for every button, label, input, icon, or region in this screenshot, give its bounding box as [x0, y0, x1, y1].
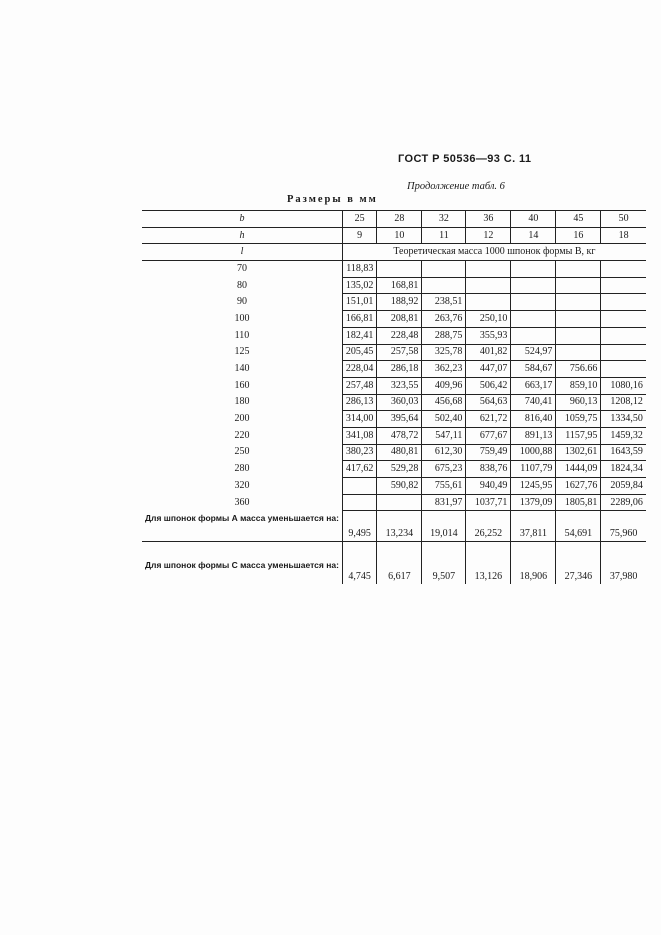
length-cell: 80 — [142, 277, 342, 294]
mass-cell: 447,07 — [466, 361, 511, 378]
mass-cell — [601, 277, 646, 294]
page-header: ГОСТ Р 50536—93 С. 11 — [398, 153, 532, 165]
mass-cell — [466, 261, 511, 278]
mass-cell: 663,17 — [511, 377, 556, 394]
mass-cell — [601, 311, 646, 328]
mass-cell — [511, 327, 556, 344]
mass-cell: 612,30 — [422, 444, 466, 461]
length-cell: 90 — [142, 294, 342, 311]
mass-cell — [556, 277, 601, 294]
table-row — [142, 294, 646, 311]
mass-cell: 740,41 — [511, 394, 556, 411]
table-row — [142, 461, 646, 478]
mass-cell: 1459,32 — [601, 427, 646, 444]
b-cell: 36 — [466, 211, 511, 228]
h-cell: 9 — [342, 227, 377, 244]
form-c-row — [142, 541, 646, 584]
mass-cell: 257,58 — [377, 344, 422, 361]
length-cell: 70 — [142, 261, 342, 278]
h-label: h — [142, 227, 342, 244]
mass-cell: 325,78 — [422, 344, 466, 361]
table-row — [142, 277, 646, 294]
mass-cell — [511, 294, 556, 311]
reduction-value: 19,014 — [422, 511, 466, 542]
mass-cell: 838,76 — [466, 461, 511, 478]
mass-cell: 250,10 — [466, 311, 511, 328]
b-label: b — [142, 211, 342, 228]
reduction-value: 13,126 — [466, 541, 511, 584]
mass-cell: 286,18 — [377, 361, 422, 378]
mass-cell: 208,81 — [377, 311, 422, 328]
mass-cell: 564,63 — [466, 394, 511, 411]
mass-cell: 417,62 — [342, 461, 377, 478]
mass-cell — [601, 344, 646, 361]
mass-cell — [342, 478, 377, 495]
reduction-value: 9,495 — [342, 511, 377, 542]
table-row — [142, 394, 646, 411]
reduction-value: 37,811 — [511, 511, 556, 542]
b-cell: 50 — [601, 211, 646, 228]
mass-cell: 529,28 — [377, 461, 422, 478]
h-cell: 14 — [511, 227, 556, 244]
mass-cell: 228,04 — [342, 361, 377, 378]
mass-cell: 1379,09 — [511, 494, 556, 511]
mass-cell: 1334,50 — [601, 411, 646, 428]
mass-cell — [377, 494, 422, 511]
mass-cell: 380,23 — [342, 444, 377, 461]
reduction-label: Для шпонок формы С масса уменьшается на: — [142, 541, 342, 584]
mass-cell: 182,41 — [342, 327, 377, 344]
mass-cell: 547,11 — [422, 427, 466, 444]
mass-cell: 286,13 — [342, 394, 377, 411]
mass-cell: 360,03 — [377, 394, 422, 411]
mass-cell: 480,81 — [377, 444, 422, 461]
mass-cell: 1824,34 — [601, 461, 646, 478]
table-row — [142, 361, 646, 378]
length-cell: 280 — [142, 461, 342, 478]
mass-cell: 1208,12 — [601, 394, 646, 411]
b-cell: 32 — [422, 211, 466, 228]
b-cell: 40 — [511, 211, 556, 228]
length-cell: 360 — [142, 494, 342, 511]
h-cell: 10 — [377, 227, 422, 244]
mass-cell — [511, 261, 556, 278]
length-cell: 100 — [142, 311, 342, 328]
mass-cell — [466, 294, 511, 311]
units-caption: Размеры в мм — [287, 194, 378, 205]
mass-cell: 756.66 — [556, 361, 601, 378]
mass-cell: 940,49 — [466, 478, 511, 495]
mass-cell: 205,45 — [342, 344, 377, 361]
mass-cell: 891,13 — [511, 427, 556, 444]
mass-cell: 506,42 — [466, 377, 511, 394]
h-cell: 12 — [466, 227, 511, 244]
length-cell: 220 — [142, 427, 342, 444]
mass-cell: 401,82 — [466, 344, 511, 361]
mass-cell — [511, 277, 556, 294]
mass-cell: 355,93 — [466, 327, 511, 344]
mass-cell — [601, 294, 646, 311]
reduction-value: 13,234 — [377, 511, 422, 542]
mass-cell: 1000,88 — [511, 444, 556, 461]
reduction-value: 4,745 — [342, 541, 377, 584]
mass-cell — [422, 277, 466, 294]
length-cell: 140 — [142, 361, 342, 378]
reduction-value: 26,252 — [466, 511, 511, 542]
b-cell: 28 — [377, 211, 422, 228]
mass-cell: 323,55 — [377, 377, 422, 394]
mass-cell: 118,83 — [342, 261, 377, 278]
mass-cell: 238,51 — [422, 294, 466, 311]
table-row — [142, 261, 646, 278]
mass-cell: 1157,95 — [556, 427, 601, 444]
length-cell: 180 — [142, 394, 342, 411]
mass-cell — [466, 277, 511, 294]
key-mass-table — [142, 210, 646, 584]
mass-cell: 263,76 — [422, 311, 466, 328]
mass-cell: 456,68 — [422, 394, 466, 411]
table-row — [142, 494, 646, 511]
mass-cell: 677,67 — [466, 427, 511, 444]
reduction-value: 37,980 — [609, 570, 638, 582]
mass-cell: 755,61 — [422, 478, 466, 495]
reduction-value: 54,691 — [556, 511, 601, 542]
b-cell: 25 — [342, 211, 377, 228]
reduction-value: 6,617 — [377, 541, 422, 584]
mass-cell — [601, 327, 646, 344]
h-cell: 18 — [601, 227, 646, 244]
mass-cell: 288,75 — [422, 327, 466, 344]
table-row — [142, 444, 646, 461]
mass-cell: 2289,06 — [601, 494, 646, 511]
l-label: l — [142, 244, 342, 261]
mass-cell: 590,82 — [377, 478, 422, 495]
mass-cell: 675,23 — [422, 461, 466, 478]
form-a-row — [142, 511, 646, 542]
table-continuation-caption: Продолжение табл. 6 — [407, 181, 505, 192]
table-row — [142, 411, 646, 428]
h-cell: 16 — [556, 227, 601, 244]
mass-cell: 816,40 — [511, 411, 556, 428]
length-cell: 200 — [142, 411, 342, 428]
table-row — [142, 478, 646, 495]
length-cell: 110 — [142, 327, 342, 344]
mass-cell: 759,49 — [466, 444, 511, 461]
reduction-value: 75,960 — [601, 511, 646, 542]
mass-cell — [556, 261, 601, 278]
mass-cell: 1059,75 — [556, 411, 601, 428]
length-cell: 250 — [142, 444, 342, 461]
caption-row — [142, 244, 646, 261]
table-row — [142, 327, 646, 344]
b-cell: 45 — [556, 211, 601, 228]
table-body — [142, 211, 646, 584]
mass-cell: 166,81 — [342, 311, 377, 328]
table-caption: Теоретическая масса 1000 шпонок формы В, кг — [342, 244, 646, 261]
reduction-value: 9,507 — [422, 541, 466, 584]
mass-cell: 1107,79 — [511, 461, 556, 478]
mass-cell: 1805,81 — [556, 494, 601, 511]
mass-cell: 621,72 — [466, 411, 511, 428]
length-cell: 320 — [142, 478, 342, 495]
mass-cell: 1643,59 — [601, 444, 646, 461]
table-row — [142, 311, 646, 328]
header-row-b — [142, 211, 646, 228]
header-row-h — [142, 227, 646, 244]
mass-cell: 831,97 — [422, 494, 466, 511]
mass-cell: 2059,84 — [601, 478, 646, 495]
length-cell: 160 — [142, 377, 342, 394]
mass-cell — [556, 311, 601, 328]
mass-cell: 395,64 — [377, 411, 422, 428]
reduction-value: 27,346 — [556, 541, 601, 584]
mass-cell: 1444,09 — [556, 461, 601, 478]
mass-cell: 151,01 — [342, 294, 377, 311]
reduction-value: 18,906 — [511, 541, 556, 584]
mass-cell — [601, 361, 646, 378]
mass-cell: 859,10 — [556, 377, 601, 394]
mass-cell: 341,08 — [342, 427, 377, 444]
length-cell: 125 — [142, 344, 342, 361]
mass-cell — [556, 344, 601, 361]
mass-cell: 362,23 — [422, 361, 466, 378]
mass-cell: 502,40 — [422, 411, 466, 428]
mass-cell: 257,48 — [342, 377, 377, 394]
mass-cell: 1302,61 — [556, 444, 601, 461]
mass-cell: 135,02 — [342, 277, 377, 294]
mass-cell — [422, 261, 466, 278]
mass-cell: 1245,95 — [511, 478, 556, 495]
reduction-label: Для шпонок формы А масса уменьшается на: — [142, 511, 342, 542]
h-cell: 11 — [422, 227, 466, 244]
mass-cell: 584,67 — [511, 361, 556, 378]
mass-cell — [511, 311, 556, 328]
mass-cell — [601, 261, 646, 278]
mass-cell: 314,00 — [342, 411, 377, 428]
mass-cell: 188,92 — [377, 294, 422, 311]
mass-cell — [377, 261, 422, 278]
table-row — [142, 377, 646, 394]
mass-cell: 409,96 — [422, 377, 466, 394]
mass-cell: 1037,71 — [466, 494, 511, 511]
mass-cell: 524,97 — [511, 344, 556, 361]
mass-cell: 1627,76 — [556, 478, 601, 495]
mass-cell: 1080,16 — [601, 377, 646, 394]
table-row — [142, 427, 646, 444]
mass-cell: 478,72 — [377, 427, 422, 444]
mass-cell — [342, 494, 377, 511]
mass-cell: 168,81 — [377, 277, 422, 294]
table-row — [142, 344, 646, 361]
mass-cell: 960,13 — [556, 394, 601, 411]
mass-cell — [556, 294, 601, 311]
mass-cell: 228,48 — [377, 327, 422, 344]
mass-cell — [556, 327, 601, 344]
